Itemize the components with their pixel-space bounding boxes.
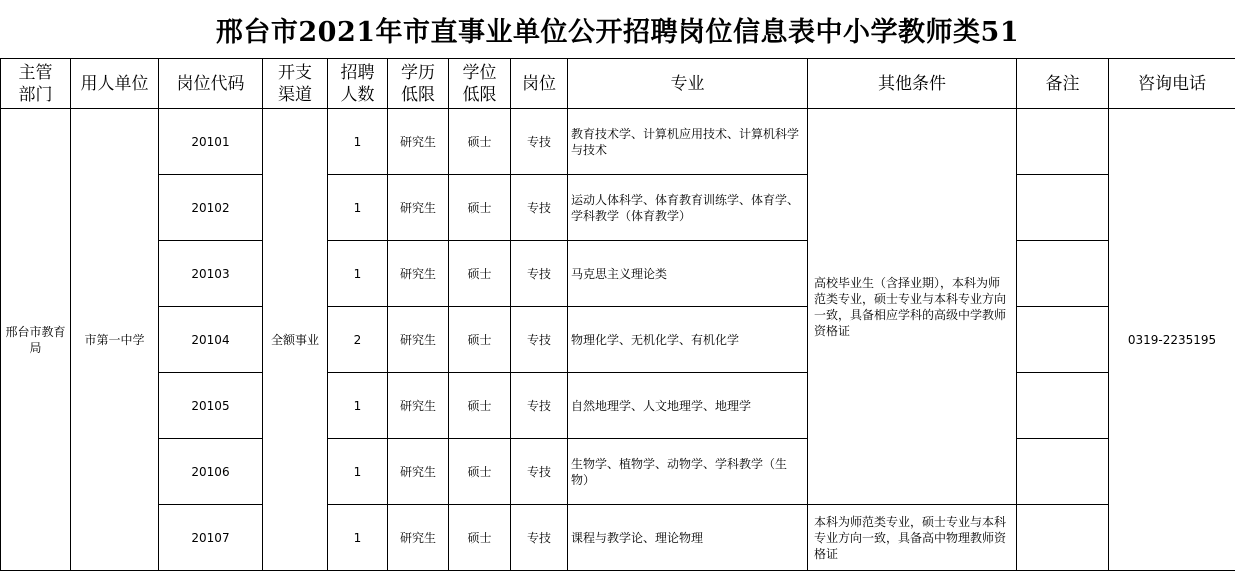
degree-cell: 硕士 xyxy=(449,439,511,505)
edu-cell: 研究生 xyxy=(388,505,449,571)
other-cell: 本科为师范类专业，硕士专业与本科专业方向一致，具备高中物理教师资格证 xyxy=(808,505,1017,571)
count-cell: 1 xyxy=(328,109,388,175)
post-cell: 专技 xyxy=(511,175,568,241)
post-cell: 专技 xyxy=(511,241,568,307)
count-cell: 2 xyxy=(328,307,388,373)
note-cell xyxy=(1017,241,1109,307)
header-unit: 用人单位 xyxy=(71,59,159,109)
header-post: 岗位 xyxy=(511,59,568,109)
other-cell: 高校毕业生（含择业期），本科为师范类专业，硕士专业与本科专业方向一致，具备相应学科的高级中学教师资格证 xyxy=(808,109,1017,505)
major-cell: 课程与教学论、理论物理 xyxy=(568,505,808,571)
header-other: 其他条件 xyxy=(808,59,1017,109)
count-cell: 1 xyxy=(328,505,388,571)
dept-cell: 邢台市教育局 xyxy=(1,109,71,571)
note-cell xyxy=(1017,505,1109,571)
major-cell: 生物学、植物学、动物学、学科教学（生物） xyxy=(568,439,808,505)
degree-cell: 硕士 xyxy=(449,373,511,439)
table-row xyxy=(1,505,1235,571)
table-row xyxy=(1,109,1235,175)
post-cell: 专技 xyxy=(511,109,568,175)
code-cell: 20102 xyxy=(159,175,263,241)
channel-cell: 全额事业 xyxy=(263,109,328,571)
edu-cell: 研究生 xyxy=(388,307,449,373)
post-cell: 专技 xyxy=(511,505,568,571)
code-cell: 20106 xyxy=(159,439,263,505)
table-row xyxy=(1,175,1235,241)
count-cell: 1 xyxy=(328,439,388,505)
major-cell: 运动人体科学、体育教育训练学、体育学、学科教学（体育教学） xyxy=(568,175,808,241)
table-row xyxy=(1,241,1235,307)
code-cell: 20103 xyxy=(159,241,263,307)
code-cell: 20105 xyxy=(159,373,263,439)
degree-cell: 硕士 xyxy=(449,505,511,571)
note-cell xyxy=(1017,439,1109,505)
code-cell: 20101 xyxy=(159,109,263,175)
note-cell xyxy=(1017,373,1109,439)
table-row xyxy=(1,439,1235,505)
code-cell: 20104 xyxy=(159,307,263,373)
header-phone: 咨询电话 xyxy=(1109,59,1235,109)
edu-cell: 研究生 xyxy=(388,439,449,505)
degree-cell: 硕士 xyxy=(449,307,511,373)
degree-cell: 硕士 xyxy=(449,175,511,241)
header-row xyxy=(1,59,1235,109)
degree-cell: 硕士 xyxy=(449,241,511,307)
post-cell: 专技 xyxy=(511,307,568,373)
header-edu: 学历 低限 xyxy=(388,59,449,109)
header-note: 备注 xyxy=(1017,59,1109,109)
count-cell: 1 xyxy=(328,175,388,241)
header-channel: 开支 渠道 xyxy=(263,59,328,109)
code-cell: 20107 xyxy=(159,505,263,571)
header-code: 岗位代码 xyxy=(159,59,263,109)
table-row xyxy=(1,307,1235,373)
table-row xyxy=(1,373,1235,439)
unit-cell: 市第一中学 xyxy=(71,109,159,571)
count-cell: 1 xyxy=(328,373,388,439)
count-cell: 1 xyxy=(328,241,388,307)
header-dept: 主管 部门 xyxy=(1,59,71,109)
phone-cell: 0319-2235195 xyxy=(1109,109,1235,571)
major-cell: 马克思主义理论类 xyxy=(568,241,808,307)
post-cell: 专技 xyxy=(511,439,568,505)
edu-cell: 研究生 xyxy=(388,373,449,439)
edu-cell: 研究生 xyxy=(388,241,449,307)
post-cell: 专技 xyxy=(511,373,568,439)
header-count: 招聘 人数 xyxy=(328,59,388,109)
major-cell: 教育技术学、计算机应用技术、计算机科学与技术 xyxy=(568,109,808,175)
page-title: 邢台市2021年市直事业单位公开招聘岗位信息表中小学教师类51 xyxy=(215,16,1020,48)
major-cell: 物理化学、无机化学、有机化学 xyxy=(568,307,808,373)
note-cell xyxy=(1017,307,1109,373)
major-cell: 自然地理学、人文地理学、地理学 xyxy=(568,373,808,439)
header-major: 专业 xyxy=(568,59,808,109)
header-degree: 学位 低限 xyxy=(449,59,511,109)
degree-cell: 硕士 xyxy=(449,109,511,175)
edu-cell: 研究生 xyxy=(388,109,449,175)
edu-cell: 研究生 xyxy=(388,175,449,241)
note-cell xyxy=(1017,109,1109,175)
recruitment-table xyxy=(0,58,1235,571)
note-cell xyxy=(1017,175,1109,241)
